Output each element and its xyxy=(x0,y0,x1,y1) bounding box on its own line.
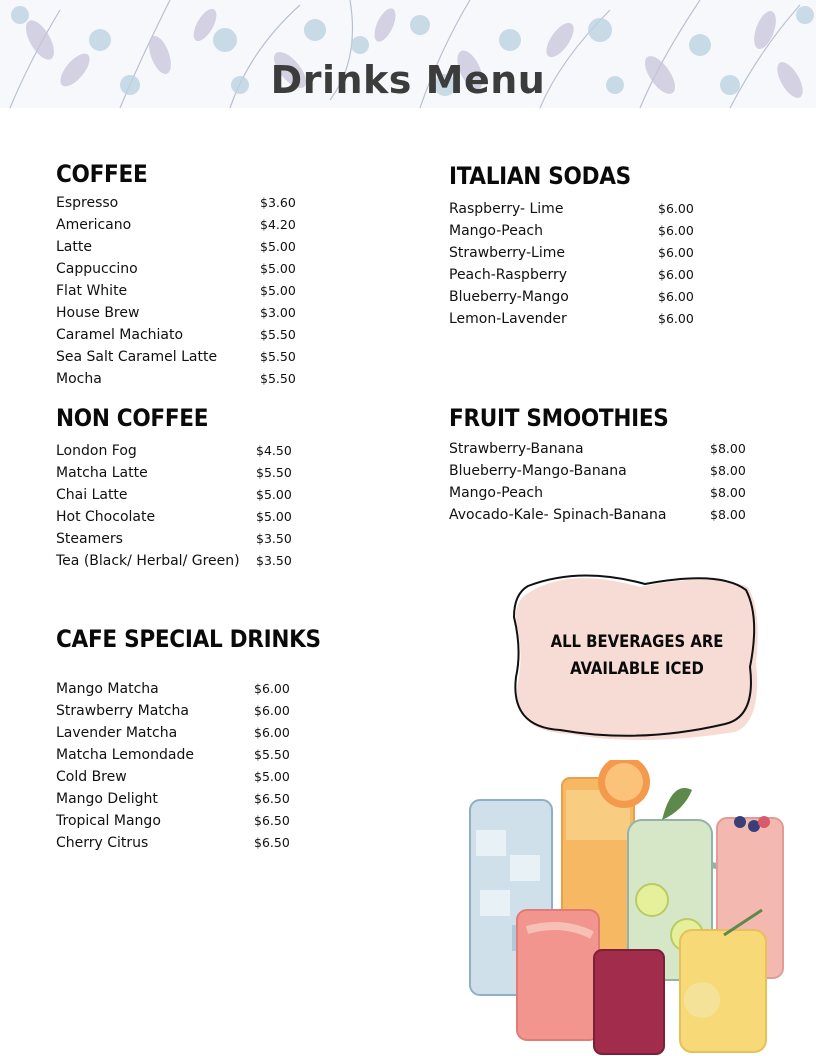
menu-item xyxy=(56,195,306,217)
menu-list-fruit-smoothies xyxy=(449,441,749,529)
section-title-non-coffee: NON COFFEE xyxy=(56,404,209,432)
menu-item-price: $6.00 xyxy=(658,311,694,326)
menu-item-name: Flat White xyxy=(56,283,128,299)
menu-item-name: Blueberry-Mango xyxy=(449,289,569,305)
menu-item xyxy=(56,725,306,747)
menu-item-name: Raspberry- Lime xyxy=(449,201,564,217)
menu-item-price: $5.50 xyxy=(260,349,296,364)
menu-item xyxy=(449,245,699,267)
menu-item-price: $8.00 xyxy=(710,485,746,500)
menu-item xyxy=(56,239,306,261)
menu-item-name: Mango Matcha xyxy=(56,681,159,697)
menu-item xyxy=(56,261,306,283)
menu-item-price: $6.00 xyxy=(658,267,694,282)
menu-item-price: $6.00 xyxy=(658,201,694,216)
menu-item-price: $5.00 xyxy=(260,283,296,298)
menu-item xyxy=(449,441,749,463)
menu-item-name: Chai Latte xyxy=(56,487,128,503)
menu-item-name: Blueberry-Mango-Banana xyxy=(449,463,627,479)
menu-item-name: Matcha Latte xyxy=(56,465,148,481)
menu-item xyxy=(56,813,306,835)
menu-item-price: $6.50 xyxy=(254,791,290,806)
menu-item-name: Strawberry-Lime xyxy=(449,245,565,261)
page-title: Drinks Menu xyxy=(270,58,546,102)
menu-item-price: $5.00 xyxy=(254,769,290,784)
menu-item xyxy=(449,289,699,311)
section-title-cafe-special: CAFE SPECIAL DRINKS xyxy=(56,625,321,653)
menu-item-price: $5.00 xyxy=(256,487,292,502)
menu-item-name: Latte xyxy=(56,239,92,255)
menu-item xyxy=(56,703,306,725)
menu-item-price: $4.20 xyxy=(260,217,296,232)
menu-item-price: $6.00 xyxy=(254,703,290,718)
menu-item-name: Lemon-Lavender xyxy=(449,311,567,327)
menu-item-price: $5.50 xyxy=(254,747,290,762)
menu-item-price: $8.00 xyxy=(710,441,746,456)
menu-item-price: $3.50 xyxy=(256,553,292,568)
menu-item-name: Mango-Peach xyxy=(449,485,544,501)
menu-item-price: $6.00 xyxy=(658,223,694,238)
menu-item-name: Lavender Matcha xyxy=(56,725,178,741)
menu-item-name: London Fog xyxy=(56,443,137,459)
menu-item-price: $5.50 xyxy=(260,371,296,386)
section-title-fruit-smoothies: FRUIT SMOOTHIES xyxy=(449,404,669,432)
menu-item xyxy=(56,791,306,813)
menu-item-price: $5.50 xyxy=(256,465,292,480)
menu-item xyxy=(56,443,306,465)
menu-item-name: Cold Brew xyxy=(56,769,127,785)
menu-item xyxy=(56,487,306,509)
floral-header xyxy=(0,0,816,108)
callout-text: ALL BEVERAGES ARE AVAILABLE ICED xyxy=(550,632,724,678)
menu-item-name: Matcha Lemondade xyxy=(56,747,194,763)
menu-item xyxy=(449,201,699,223)
menu-item xyxy=(56,371,306,393)
menu-list-non-coffee xyxy=(56,443,306,575)
menu-item-price: $4.50 xyxy=(256,443,292,458)
menu-item-name: Mango Delight xyxy=(56,791,158,807)
menu-item-name: Tea (Black/ Herbal/ Green) xyxy=(56,553,240,569)
menu-item-name: Cherry Citrus xyxy=(56,835,149,851)
menu-item xyxy=(56,327,306,349)
menu-item xyxy=(56,283,306,305)
menu-item xyxy=(449,311,699,333)
menu-item xyxy=(56,553,306,575)
menu-item-name: Sea Salt Caramel Latte xyxy=(56,349,218,365)
menu-item-price: $5.00 xyxy=(256,509,292,524)
menu-item-name: Espresso xyxy=(56,195,119,211)
menu-item xyxy=(449,267,699,289)
menu-item xyxy=(56,509,306,531)
menu-list-coffee xyxy=(56,195,306,393)
menu-item-price: $6.00 xyxy=(658,245,694,260)
menu-item xyxy=(56,217,306,239)
menu-item-price: $6.00 xyxy=(658,289,694,304)
menu-item-name: Peach-Raspberry xyxy=(449,267,567,283)
drinks-illustration xyxy=(462,760,792,1056)
menu-item-price: $5.00 xyxy=(260,261,296,276)
menu-item-price: $3.60 xyxy=(260,195,296,210)
menu-item-name: Americano xyxy=(56,217,132,233)
menu-item-name: Avocado-Kale- Spinach-Banana xyxy=(449,507,667,523)
menu-item-name: Strawberry-Banana xyxy=(449,441,584,457)
menu-item-price: $6.00 xyxy=(254,681,290,696)
menu-item-name: House Brew xyxy=(56,305,140,321)
menu-list-italian-sodas xyxy=(449,201,699,333)
menu-item xyxy=(56,835,306,857)
menu-item-price: $3.50 xyxy=(256,531,292,546)
menu-item-name: Tropical Mango xyxy=(56,813,161,829)
menu-item-price: $5.00 xyxy=(260,239,296,254)
menu-list-cafe-special xyxy=(56,681,306,857)
menu-item xyxy=(56,681,306,703)
menu-item-price: $3.00 xyxy=(260,305,296,320)
menu-item-name: Mocha xyxy=(56,371,102,387)
menu-item xyxy=(56,531,306,553)
menu-item-name: Caramel Machiato xyxy=(56,327,184,343)
menu-item xyxy=(56,465,306,487)
menu-item-name: Strawberry Matcha xyxy=(56,703,189,719)
section-title-coffee: COFFEE xyxy=(56,160,148,188)
menu-item xyxy=(56,349,306,371)
menu-item-price: $8.00 xyxy=(710,463,746,478)
menu-item-price: $8.00 xyxy=(710,507,746,522)
menu-item xyxy=(56,747,306,769)
menu-item xyxy=(449,485,749,507)
menu-item xyxy=(449,223,699,245)
menu-item xyxy=(449,507,749,529)
menu-item xyxy=(56,769,306,791)
menu-item-price: $5.50 xyxy=(260,327,296,342)
menu-item-name: Hot Chocolate xyxy=(56,509,156,525)
menu-item-price: $6.50 xyxy=(254,813,290,828)
menu-item xyxy=(449,463,749,485)
menu-item-name: Mango-Peach xyxy=(449,223,544,239)
menu-item xyxy=(56,305,306,327)
section-title-italian-sodas: ITALIAN SODAS xyxy=(449,162,631,190)
menu-item-name: Cappuccino xyxy=(56,261,138,277)
menu-item-price: $6.50 xyxy=(254,835,290,850)
menu-item-name: Steamers xyxy=(56,531,123,547)
menu-item-price: $6.00 xyxy=(254,725,290,740)
